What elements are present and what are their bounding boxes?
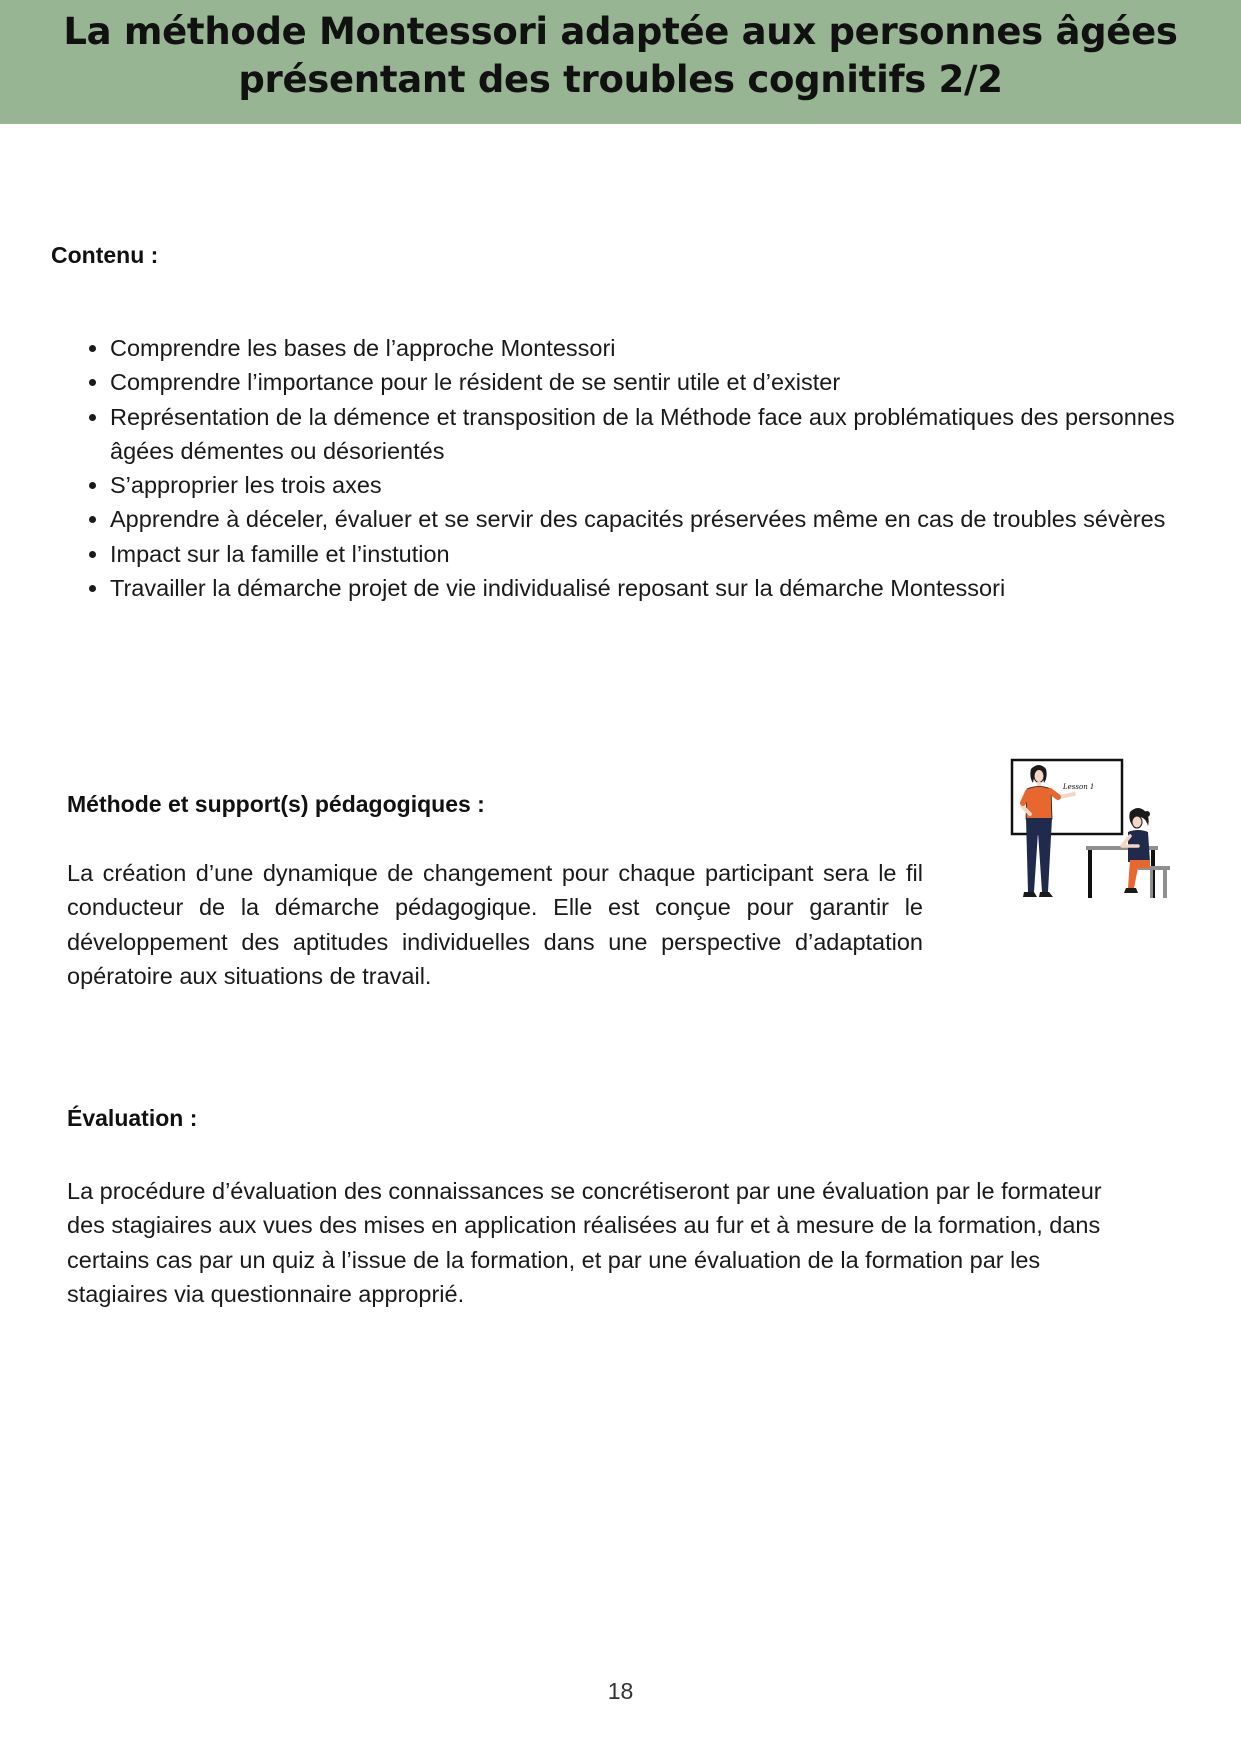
page-number: 18 <box>607 1678 634 1704</box>
teacher-classroom-icon <box>1000 752 1180 932</box>
page-title-line-2: présentant des troubles cognitifs 2/2 <box>238 58 1003 101</box>
evaluation-paragraph: La procédure d’évaluation des connaissances se concrétiseront par une évaluation par le formateur des stagiaires aux vues des mises en application réalisées au fur et à mesure de la formation, dans certains cas par un quiz à l’issue de la formation, et par une évaluation de la formation par les stagiaires via questionnaire approprié. <box>67 1178 1102 1307</box>
methode-paragraph: La création d’une dynamique de changement pour chaque participant sera le fil conducteur de la démarche pédagogique. Elle est conçue pour garantir le développement des aptitudes individuelles dans une perspective d’adaptation opératoire aux situations de travail. <box>67 860 923 989</box>
evaluation-heading: Évaluation : <box>67 1105 198 1131</box>
contenu-list <box>86 331 1190 605</box>
list-item: • S’approprier les trois axes <box>110 468 1190 502</box>
whiteboard-text: Lesson 1 <box>1063 783 1095 791</box>
methode-heading: Méthode et support(s) pédagogiques : <box>67 791 485 817</box>
list-item: • Apprendre à déceler, évaluer et se servir des capacités préservées même en cas de troubles sévères <box>110 502 1190 536</box>
page-title <box>60 8 1181 104</box>
list-item: • Impact sur la famille et l’instution <box>110 537 1190 571</box>
header-band <box>0 0 1241 124</box>
list-item: • Travailler la démarche projet de vie individualisé reposant sur la démarche Montessori <box>110 571 1190 605</box>
teacher-classroom-illustration <box>1000 752 1180 932</box>
list-item: • Comprendre les bases de l’approche Montessori <box>110 331 1190 365</box>
page-title-line-1: La méthode Montessori adaptée aux personnes âgées <box>63 10 1178 53</box>
list-item: • Représentation de la démence et transposition de la Méthode face aux problématiques des personnes âgées démentes ou désorientés <box>110 400 1190 469</box>
list-item: • Comprendre l’importance pour le résident de se sentir utile et d’exister <box>110 365 1190 399</box>
contenu-heading: Contenu : <box>51 242 159 268</box>
student-figure <box>1122 808 1150 893</box>
